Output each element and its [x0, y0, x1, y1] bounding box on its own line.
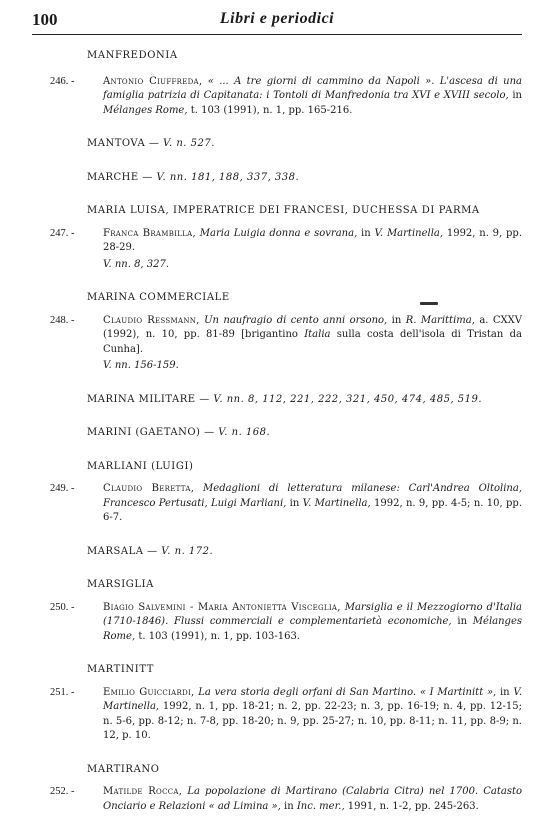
entry-247 [0, 227, 550, 256]
section-heading-marsiglia: MARSIGLIA [87, 579, 154, 590]
entry-author: Matilde Rocca, [103, 786, 183, 797]
crossref-label: MANTOVA — [87, 138, 164, 149]
entry-details: 1992, n. 9, pp. 28-29. [103, 227, 522, 253]
entry-see-also: V. nn. 156-159. [103, 360, 179, 371]
running-title: Libri e periodici [219, 10, 335, 27]
crossref-label: MARSALA — [87, 545, 162, 557]
section-heading-martinitt: MARTINITT [87, 664, 155, 675]
crossref-marini [87, 426, 550, 441]
entry-number: 247. - [50, 227, 75, 239]
entry-number: 248. - [50, 314, 75, 326]
crossref-label: MARINI (GAETANO) — [87, 427, 219, 438]
entry-author: Franca Brambilla, [103, 227, 196, 239]
entry-ship: Italia [304, 329, 331, 340]
crossref-ref: V. nn. 181, 188, 337, 338. [156, 171, 300, 183]
entry-number: 251. - [50, 686, 75, 698]
entry-title: Medaglioni di letteratura milanese: Carl'Andrea Oltolina, Francesco Pertusati, Luigi Marliani, [103, 483, 522, 509]
entry-details: 1992, n. 1, pp. 18-21; n. 2, pp. 22-23; n. 3, pp. 16-19; n. 4, pp. 12-15; n. 5-6, pp. 8-12; n. 7-8, pp. 18-20; n. 9, pp. 25-27; n. 10, pp. 8-11; n. 11, pp. 8-9; n. 12, p. 10. [103, 701, 522, 741]
crossref-ref: V. n. 168. [218, 427, 271, 438]
page-number: 100 [32, 10, 58, 29]
entry-title: Un naufragio di cento anni orsono, [199, 314, 388, 326]
entry-252 [0, 785, 550, 814]
entry-details: t. 103 (1991), n. 1, pp. 103-163. [135, 630, 300, 642]
bibliography-body [0, 36, 550, 814]
entry-in: in [496, 686, 514, 698]
entry-title: La vera storia degli orfani di San Martino. « I Martinitt », [194, 686, 497, 698]
entry-author: Claudio Ressmann, [103, 314, 200, 326]
crossref-marche [87, 171, 550, 186]
crossref-marina-militare [87, 393, 550, 408]
crossref-ref: V. n. 172. [161, 545, 214, 557]
entry-journal: V. Martinella, [374, 227, 444, 239]
crossref-ref: V. nn. 8, 112, 221, 222, 321, 450, 474, 485, 519. [213, 393, 483, 405]
entry-number: 249. - [50, 483, 75, 494]
entry-journal: V. Martinella, [302, 497, 371, 509]
entry-details: t. 103 (1991), n. 1, pp. 165-216. [187, 104, 353, 116]
entry-title: Maria Luigia donna e sovrana, [195, 227, 358, 239]
entry-journal: R. Marittima, [405, 314, 475, 326]
entry-number: 246. - [50, 75, 75, 87]
entry-in: in [280, 800, 297, 812]
section-heading-maria-luisa: MARIA LUISA, IMPERATRICE DEI FRANCESI, DUCHESSA DI PARMA [87, 205, 480, 216]
entry-details-2: sulla costa dell'isola di Tristan da Cunha]. [103, 329, 522, 355]
entry-number: 252. - [50, 786, 75, 797]
entry-author: Claudio Beretta, [103, 483, 195, 494]
entry-journal: V. Martinella, [103, 686, 522, 712]
crossref-marsala [87, 545, 550, 560]
entry-details: 1991, n. 1-2, pp. 245-263. [344, 800, 479, 812]
entry-title: Marsiglia e il Mezzogiorno d'Italia (1710-1846). Flussi commerciali e complementarietà economiche, [103, 601, 522, 627]
entry-journal: Inc. mer., [296, 800, 345, 812]
section-heading-marliani: MARLIANI (LUIGI) [87, 460, 194, 472]
entry-in: in [451, 616, 473, 627]
crossref-label: MARINA MILITARE — [87, 393, 214, 405]
entry-246 [0, 75, 550, 119]
entry-249 [0, 482, 550, 526]
entry-248 [0, 314, 550, 358]
entry-journal: Mélanges Rome, [103, 104, 188, 116]
entry-number: 250. - [50, 601, 75, 613]
entry-author: Emilio Guicciardi, [103, 686, 195, 698]
running-head [32, 8, 522, 35]
entry-in: in [357, 227, 375, 239]
section-heading-marina-commerciale: MARINA COMMERCIALE [87, 292, 230, 303]
crossref-ref: V. n. 527. [163, 138, 215, 149]
section-heading-martirano: MARTIRANO [87, 763, 160, 775]
entry-title: « ... A tre giorni di cammino da Napoli ». L'ascesa di una famiglia patrizia di Capitanata: i Tontoli di Manfredonia tra XVI e XVIII secolo, [103, 75, 522, 101]
entry-in: in [286, 497, 303, 509]
entry-250 [0, 601, 550, 645]
entry-author: Biagio Salvemini - Maria Antonietta Visceglia, [103, 601, 341, 613]
entry-in: in [508, 90, 522, 101]
entry-details: a. CXXV (1992), n. 10, pp. 81-89 [brigantino [103, 314, 522, 340]
crossref-label: MARCHE — [87, 171, 157, 183]
entry-251 [0, 686, 550, 744]
entry-journal: Mélanges Rome, [103, 616, 522, 642]
entry-in: in [387, 314, 406, 326]
crossref-mantova [87, 137, 550, 152]
entry-title: La popolazione di Martirano (Calabria Citra) nel 1700. Catasto Onciario e Relazioni « ad Limina », [103, 786, 522, 812]
entry-author: Antonio Ciuffreda, [103, 75, 203, 87]
entry-details: 1992, n. 9, pp. 4-5; n. 10, pp. 6-7. [103, 497, 522, 523]
section-heading-manfredonia: MANFREDONIA [87, 50, 178, 61]
entry-see-also: V. nn. 8, 327. [103, 258, 170, 270]
